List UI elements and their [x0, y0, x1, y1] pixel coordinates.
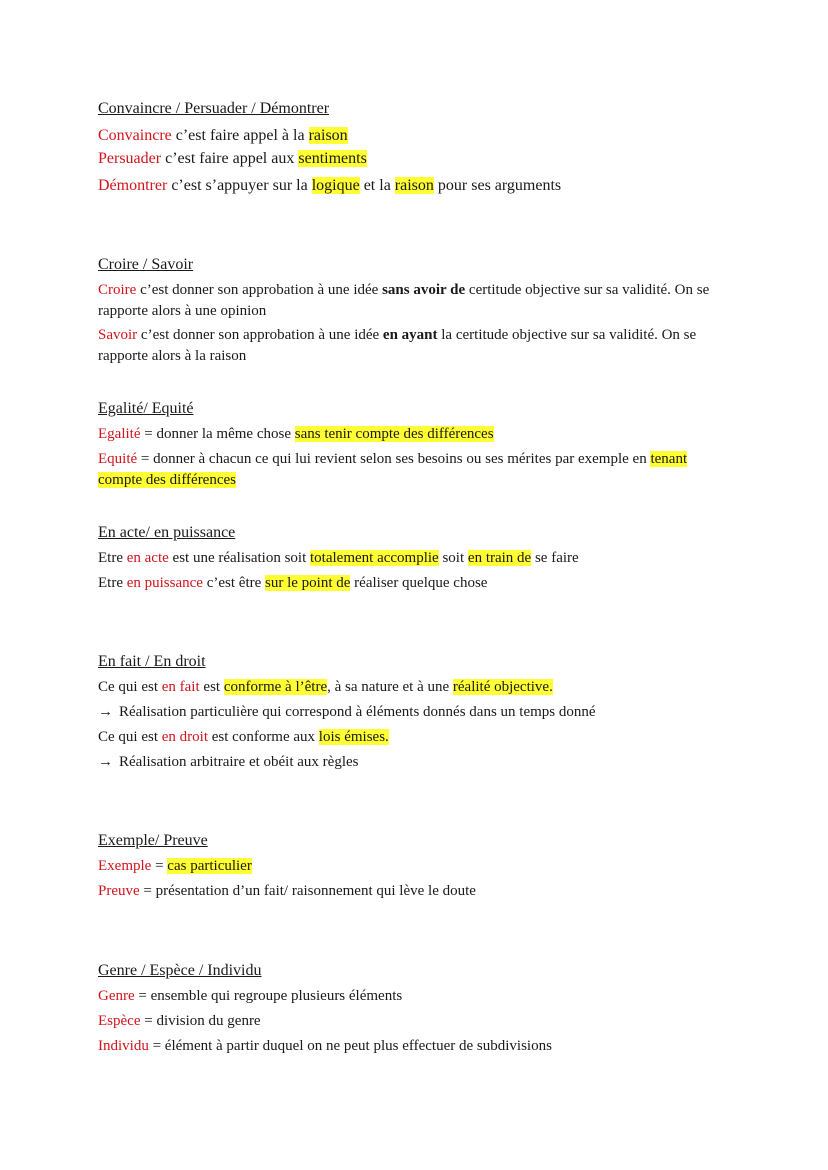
term: Savoir: [98, 327, 138, 343]
highlight: raison: [394, 177, 434, 194]
highlight: sur le point de: [265, 575, 351, 591]
section-title: Egalité/ Equité: [98, 400, 194, 417]
highlight: raison: [308, 127, 348, 144]
highlight: réalité objective.: [452, 679, 553, 695]
definition-paragraph: Croire c’est donner son approbation à une idée sans avoir de certitude objective sur sa validité. On se rapporte alors à une opinion: [98, 282, 710, 319]
term: Persuader: [98, 150, 162, 167]
highlight: sans tenir compte des différences: [294, 426, 494, 442]
term: Egalité: [98, 426, 141, 442]
section-title: Croire / Savoir: [98, 256, 194, 273]
term: Espèce: [98, 1013, 141, 1029]
term: Croire: [98, 282, 137, 298]
definition-line: Persuader c’est faire appel aux sentiments: [98, 150, 367, 167]
definition-line: Etre en puissance c’est être sur le point de réaliser quelque chose: [98, 575, 488, 591]
term: Démontrer: [98, 177, 168, 194]
term: Convaincre: [98, 127, 172, 144]
highlight: sentiments: [298, 150, 367, 167]
definition-paragraph: Equité = donner à chacun ce qui lui revient selon ses besoins ou ses mérites par exemple en tenant compte des différences: [98, 451, 688, 488]
term: Genre: [98, 988, 135, 1004]
term: Individu: [98, 1038, 149, 1054]
arrow-line: → Réalisation arbitraire et obéit aux règles: [98, 754, 359, 770]
arrow-line: → Réalisation particulière qui correspond à éléments donnés dans un temps donné: [98, 704, 596, 720]
section-title: Genre / Espèce / Individu: [98, 962, 262, 979]
highlight: tenant compte des différences: [98, 451, 688, 488]
highlight: cas particulier: [167, 858, 252, 874]
definition-line: Egalité = donner la même chose sans tenir compte des différences: [98, 426, 494, 442]
term: Equité: [98, 451, 138, 467]
highlight: logique: [311, 177, 360, 194]
definition-line: Espèce = division du genre: [98, 1013, 261, 1029]
definition-line: Ce qui est en fait est conforme à l’être, à sa nature et à une réalité objective.: [98, 679, 553, 695]
definition-line: Etre en acte est une réalisation soit totalement accomplie soit en train de se faire: [98, 550, 579, 566]
definition-line: Exemple = cas particulier: [98, 858, 252, 874]
term: en droit: [161, 729, 208, 745]
definition-line: Convaincre c’est faire appel à la raison: [98, 127, 348, 144]
section-convaincre-persuader-demontrer: [98, 98, 758, 197]
highlight: conforme à l’être: [223, 679, 328, 695]
definition-line: Ce qui est en droit est conforme aux lois émises.: [98, 729, 389, 745]
section-title: Exemple/ Preuve: [98, 832, 208, 849]
term: en fait: [161, 679, 200, 695]
arrow-right-icon: →: [98, 704, 113, 720]
section-en-fait-en-droit: [98, 651, 758, 772]
section-title: Convaincre / Persuader / Démontrer: [98, 100, 330, 117]
section-title: En acte/ en puissance: [98, 524, 236, 541]
highlight: en train de: [467, 550, 532, 566]
arrow-right-icon: →: [98, 754, 113, 770]
definition-line: Genre = ensemble qui regroupe plusieurs éléments: [98, 988, 403, 1004]
definition-line: Individu = élément à partir duquel on ne peut plus effectuer de subdivisions: [98, 1038, 552, 1054]
term: en acte: [126, 550, 169, 566]
highlight: lois émises.: [318, 729, 389, 745]
section-exemple-preuve: [98, 830, 758, 901]
highlight: totalement accomplie: [310, 550, 439, 566]
definition-line: Démontrer c’est s’appuyer sur la logique et la raison pour ses arguments: [98, 177, 562, 194]
section-croire-savoir: [98, 254, 728, 367]
section-genre-espece-individu: [98, 960, 758, 1056]
section-egalite-equite: [98, 398, 723, 491]
term: Preuve: [98, 883, 140, 899]
definition-paragraph: Savoir c’est donner son approbation à une idée en ayant la certitude objective sur sa validité. On se rapporte alors à la raison: [98, 327, 697, 364]
term: en puissance: [126, 575, 203, 591]
section-title: En fait / En droit: [98, 653, 206, 670]
term: Exemple: [98, 858, 152, 874]
section-en-acte-en-puissance: [98, 522, 758, 593]
definition-line: Preuve = présentation d’un fait/ raisonnement qui lève le doute: [98, 883, 476, 899]
